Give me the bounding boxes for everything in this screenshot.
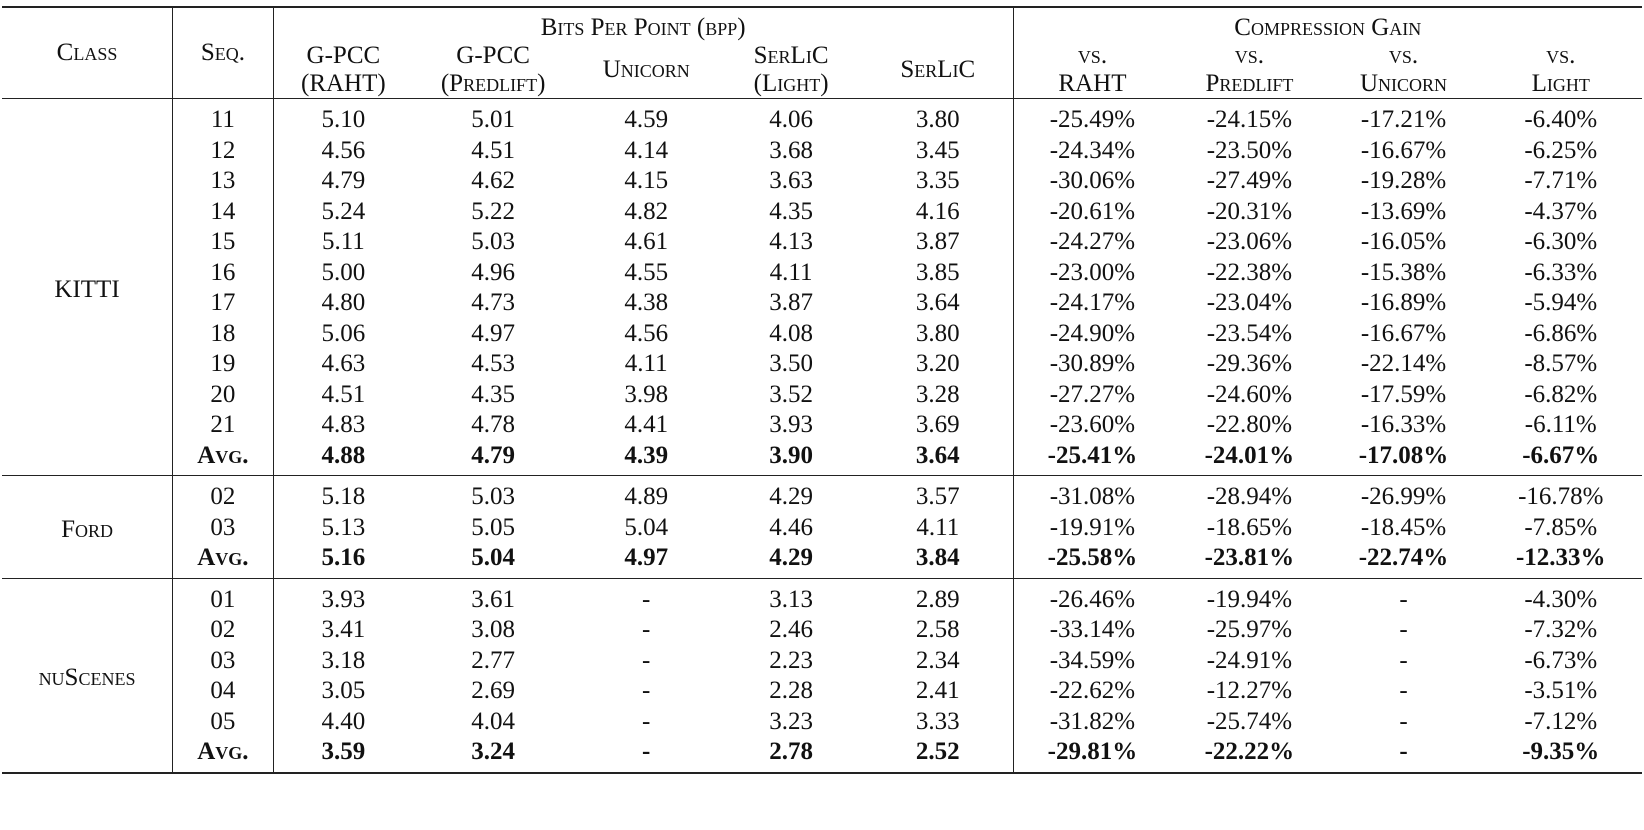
gain-cell: -9.35%	[1480, 737, 1642, 773]
table-body	[2, 99, 1642, 773]
bpp-cell: 3.93	[273, 578, 413, 615]
bpp-cell: 5.05	[471, 513, 515, 541]
table-row	[2, 646, 1642, 677]
table-row	[2, 676, 1642, 707]
bpp-cell: 4.51	[471, 136, 515, 164]
bpp-cell: 3.05	[321, 677, 366, 705]
bpp-cell: 2.69	[471, 677, 515, 705]
bpp-cell: 3.68	[769, 136, 813, 164]
bpp-cell: 3.08	[471, 616, 515, 644]
gain-cell: -18.45%	[1360, 513, 1447, 541]
gain-cell: -	[1399, 646, 1408, 674]
bpp-cell: 3.93	[769, 411, 813, 439]
gain-cell: -23.04%	[1206, 289, 1293, 317]
gain-cell: -13.69%	[1360, 197, 1447, 225]
bpp-cell: -	[642, 646, 651, 674]
table-row	[2, 707, 1642, 738]
bpp-cell: 4.62	[471, 167, 515, 195]
seq-cell: 03	[173, 646, 274, 677]
bpp-cell: 4.41	[624, 411, 669, 439]
bpp-cell: 3.57	[863, 476, 1013, 513]
bpp-cell: 4.53	[471, 350, 515, 378]
gain-cell: -24.15%	[1171, 99, 1327, 136]
bpp-cell: 3.98	[624, 380, 669, 408]
bpp-cell: 5.18	[273, 476, 413, 513]
gain-cell: -25.58%	[1047, 544, 1138, 572]
seq-cell: Avg.	[173, 441, 274, 476]
bpp-cell: 4.59	[573, 99, 719, 136]
seq-cell: 20	[173, 380, 274, 411]
table-row-average	[2, 543, 1642, 578]
table-row	[2, 258, 1642, 289]
bpp-cell: 2.89	[863, 578, 1013, 615]
gain-cell: -6.25%	[1524, 136, 1598, 164]
seq-cell: 19	[173, 349, 274, 380]
header-gain-col: vs. RAHT	[1058, 42, 1127, 97]
bpp-cell: 3.80	[863, 319, 1013, 350]
bpp-cell: 2.34	[863, 646, 1013, 677]
seq-cell: 21	[173, 410, 274, 441]
bpp-cell: 3.84	[863, 543, 1013, 578]
bpp-cell: 4.46	[769, 513, 813, 541]
bpp-cell: 5.22	[471, 197, 515, 225]
results-table	[2, 6, 1642, 774]
gain-cell: -22.62%	[1049, 677, 1136, 705]
seq-cell: 12	[173, 136, 274, 167]
bpp-cell: 5.24	[321, 197, 366, 225]
gain-cell: -24.60%	[1206, 380, 1293, 408]
gain-cell: -33.14%	[1049, 616, 1136, 644]
bpp-cell: 5.06	[321, 319, 366, 347]
bpp-cell: 3.90	[769, 441, 813, 469]
gain-cell: -24.01%	[1204, 441, 1295, 469]
gain-cell: -19.28%	[1360, 167, 1447, 195]
gain-cell: -23.54%	[1206, 319, 1293, 347]
bpp-cell: 4.63	[321, 350, 366, 378]
bpp-cell: 3.35	[863, 166, 1013, 197]
table-row-average	[2, 737, 1642, 773]
bpp-cell: 4.15	[624, 167, 669, 195]
bpp-cell: 5.13	[321, 513, 366, 541]
table-row	[2, 578, 1642, 615]
table-row	[2, 476, 1642, 513]
bpp-cell: -	[573, 578, 719, 615]
bpp-cell: 3.52	[769, 380, 813, 408]
bpp-cell: 2.77	[471, 646, 515, 674]
bpp-cell: 5.00	[321, 258, 366, 286]
gain-cell: -34.59%	[1049, 646, 1136, 674]
header-bpp-col: SerLiC (Light)	[753, 42, 829, 97]
table-row	[2, 410, 1642, 441]
gain-cell: -27.27%	[1049, 380, 1136, 408]
gain-cell: -24.34%	[1049, 136, 1136, 164]
bpp-cell: 3.41	[321, 616, 366, 644]
bpp-cell: 3.28	[863, 380, 1013, 411]
gain-cell: -30.06%	[1049, 167, 1136, 195]
bpp-cell: 3.23	[769, 707, 813, 735]
gain-cell: -12.27%	[1206, 677, 1293, 705]
seq-cell: Avg.	[173, 737, 274, 773]
bpp-cell: 3.87	[769, 289, 813, 317]
table-row	[2, 136, 1642, 167]
bpp-cell: 3.33	[863, 707, 1013, 738]
gain-cell: -7.85%	[1524, 513, 1598, 541]
bpp-cell: 4.61	[624, 228, 669, 256]
gain-cell: -22.14%	[1360, 350, 1447, 378]
bpp-cell: 2.58	[863, 615, 1013, 646]
table-header	[2, 7, 1642, 99]
table-row	[2, 615, 1642, 646]
gain-cell: -23.06%	[1206, 228, 1293, 256]
gain-cell: -22.38%	[1206, 258, 1293, 286]
gain-cell: -17.59%	[1360, 380, 1447, 408]
header-gain-group: Compression Gain	[1013, 7, 1642, 42]
bpp-cell: 4.39	[624, 441, 669, 469]
gain-cell: -24.90%	[1049, 319, 1136, 347]
table-row	[2, 99, 1642, 136]
bpp-cell: 3.61	[413, 578, 573, 615]
gain-cell: -15.38%	[1360, 258, 1447, 286]
gain-cell: -22.80%	[1206, 411, 1293, 439]
bpp-cell: 4.55	[624, 258, 669, 286]
bpp-cell: 2.23	[769, 646, 813, 674]
bpp-cell: 4.79	[321, 167, 366, 195]
gain-cell: -28.94%	[1171, 476, 1327, 513]
bpp-cell: 3.80	[863, 99, 1013, 136]
bpp-cell: 3.45	[863, 136, 1013, 167]
bpp-cell: 3.24	[413, 737, 573, 773]
bpp-cell: 4.11	[769, 258, 813, 286]
table-row	[2, 513, 1642, 544]
gain-cell: -20.61%	[1049, 197, 1136, 225]
bpp-cell: 2.78	[719, 737, 863, 773]
header-gain-col: vs. Light	[1531, 42, 1590, 97]
gain-cell: -25.49%	[1013, 99, 1171, 136]
gain-cell: -25.97%	[1206, 616, 1293, 644]
bpp-cell: 5.03	[413, 476, 573, 513]
seq-cell: 14	[173, 197, 274, 228]
bpp-cell: 2.52	[863, 737, 1013, 773]
bpp-cell: 4.29	[719, 476, 863, 513]
gain-cell: -22.22%	[1171, 737, 1327, 773]
gain-cell: -16.67%	[1360, 136, 1447, 164]
bpp-cell: 4.40	[321, 707, 366, 735]
header-gain-col: vs. Predlift	[1205, 42, 1294, 97]
table-row-average	[2, 441, 1642, 476]
gain-cell: -6.86%	[1524, 319, 1598, 347]
class-label: KITTI	[2, 99, 173, 476]
bpp-cell: 5.16	[321, 544, 366, 572]
bpp-cell: 4.89	[573, 476, 719, 513]
bpp-cell: 5.03	[471, 228, 515, 256]
bpp-cell: -	[642, 616, 651, 644]
gain-cell: -17.08%	[1358, 441, 1449, 469]
seq-cell: 03	[173, 513, 274, 544]
bpp-cell: 4.38	[624, 289, 669, 317]
gain-cell: -4.37%	[1524, 197, 1598, 225]
seq-cell: 01	[173, 578, 274, 615]
gain-cell: -6.30%	[1524, 228, 1598, 256]
seq-cell: 15	[173, 227, 274, 258]
bpp-cell: 2.46	[769, 616, 813, 644]
gain-cell: -23.50%	[1206, 136, 1293, 164]
bpp-cell: 3.69	[863, 410, 1013, 441]
bpp-cell: 4.14	[624, 136, 669, 164]
bpp-cell: 4.82	[624, 197, 669, 225]
gain-cell: -17.21%	[1327, 99, 1479, 136]
gain-cell: -6.40%	[1480, 99, 1642, 136]
gain-cell: -16.89%	[1360, 289, 1447, 317]
gain-cell: -22.74%	[1358, 544, 1449, 572]
gain-cell: -7.12%	[1524, 707, 1598, 735]
bpp-cell: 4.56	[321, 136, 366, 164]
bpp-cell: 4.08	[769, 319, 813, 347]
bpp-cell: 4.11	[624, 350, 668, 378]
gain-cell: -6.67%	[1522, 441, 1600, 469]
bpp-cell: 5.04	[624, 513, 669, 541]
gain-cell: -	[1327, 578, 1479, 615]
table-row	[2, 227, 1642, 258]
bpp-cell: 3.64	[863, 288, 1013, 319]
bpp-cell: 4.79	[471, 441, 515, 469]
gain-cell: -27.49%	[1206, 167, 1293, 195]
bpp-cell: 4.73	[471, 289, 515, 317]
gain-cell: -6.82%	[1524, 380, 1598, 408]
seq-cell: 02	[173, 476, 274, 513]
bpp-cell: 2.41	[863, 676, 1013, 707]
header-bpp-col: G-PCC (Predlift)	[440, 42, 546, 97]
gain-cell: -3.51%	[1524, 677, 1598, 705]
bpp-cell: 4.88	[321, 441, 366, 469]
bpp-cell: 3.87	[863, 227, 1013, 258]
header-bpp-col: SerLiC	[863, 42, 1013, 99]
gain-cell: -23.00%	[1049, 258, 1136, 286]
bpp-cell: 5.04	[471, 544, 515, 572]
seq-cell: 11	[173, 99, 274, 136]
gain-cell: -19.91%	[1049, 513, 1136, 541]
gain-cell: -	[1399, 707, 1408, 735]
bpp-cell: 3.63	[769, 167, 813, 195]
gain-cell: -19.94%	[1171, 578, 1327, 615]
bpp-cell: 3.13	[719, 578, 863, 615]
gain-cell: -25.74%	[1206, 707, 1293, 735]
bpp-cell: 4.29	[769, 544, 813, 572]
header-bpp-col: Unicorn	[602, 56, 690, 83]
seq-cell: 04	[173, 676, 274, 707]
bpp-cell: 3.64	[863, 441, 1013, 476]
bpp-cell: -	[642, 707, 651, 735]
gain-cell: -20.31%	[1206, 197, 1293, 225]
bpp-cell: -	[642, 677, 651, 705]
bpp-cell: 4.56	[624, 319, 669, 347]
gain-cell: -23.81%	[1204, 544, 1295, 572]
gain-cell: -31.82%	[1049, 707, 1136, 735]
bpp-cell: 4.11	[863, 513, 1013, 544]
header-seq: Seq.	[173, 7, 274, 99]
header-bpp-col: G-PCC (RAHT)	[301, 42, 386, 97]
seq-cell: 16	[173, 258, 274, 289]
gain-cell: -24.17%	[1049, 289, 1136, 317]
gain-cell: -25.41%	[1047, 441, 1138, 469]
seq-cell: 17	[173, 288, 274, 319]
header-gain-col: vs. Unicorn	[1359, 42, 1448, 97]
bpp-cell: 3.50	[769, 350, 813, 378]
bpp-cell: 3.85	[863, 258, 1013, 289]
seq-cell: 05	[173, 707, 274, 738]
gain-cell: -16.33%	[1360, 411, 1447, 439]
gain-cell: -6.11%	[1524, 411, 1597, 439]
bpp-cell: 4.04	[471, 707, 515, 735]
gain-cell: -5.94%	[1524, 289, 1598, 317]
bpp-cell: 3.20	[863, 349, 1013, 380]
gain-cell: -6.33%	[1524, 258, 1598, 286]
table-row	[2, 380, 1642, 411]
gain-cell: -4.30%	[1480, 578, 1642, 615]
gain-cell: -8.57%	[1524, 350, 1598, 378]
bpp-cell: 4.96	[471, 258, 515, 286]
bpp-cell: 3.59	[273, 737, 413, 773]
table-row	[2, 197, 1642, 228]
bpp-cell: 5.10	[273, 99, 413, 136]
gain-cell: -29.36%	[1206, 350, 1293, 378]
seq-cell: 02	[173, 615, 274, 646]
table-row	[2, 319, 1642, 350]
gain-cell: -31.08%	[1013, 476, 1171, 513]
gain-cell: -23.60%	[1049, 411, 1136, 439]
bpp-cell: 4.83	[321, 411, 366, 439]
gain-cell: -26.46%	[1013, 578, 1171, 615]
gain-cell: -12.33%	[1515, 544, 1606, 572]
bpp-cell: 4.35	[769, 197, 813, 225]
bpp-cell: 4.80	[321, 289, 366, 317]
gain-cell: -18.65%	[1206, 513, 1293, 541]
gain-cell: -29.81%	[1013, 737, 1171, 773]
gain-cell: -26.99%	[1327, 476, 1479, 513]
gain-cell: -24.27%	[1049, 228, 1136, 256]
bpp-cell: 5.01	[413, 99, 573, 136]
bpp-cell: 4.13	[769, 228, 813, 256]
gain-cell: -	[1399, 616, 1408, 644]
bpp-cell: 3.18	[321, 646, 366, 674]
gain-cell: -6.73%	[1524, 646, 1598, 674]
header-class: Class	[2, 7, 173, 99]
gain-cell: -7.32%	[1524, 616, 1598, 644]
header-bpp-group: Bits Per Point (bpp)	[273, 7, 1013, 42]
gain-cell: -16.05%	[1360, 228, 1447, 256]
table-row	[2, 288, 1642, 319]
bpp-cell: 4.35	[471, 380, 515, 408]
table-row	[2, 166, 1642, 197]
class-label: nuScenes	[2, 578, 173, 773]
gain-cell: -	[1327, 737, 1479, 773]
bpp-cell: 4.78	[471, 411, 515, 439]
gain-cell: -24.91%	[1206, 646, 1293, 674]
seq-cell: Avg.	[173, 543, 274, 578]
bpp-cell: 4.51	[321, 380, 366, 408]
bpp-cell: 4.16	[863, 197, 1013, 228]
bpp-cell: 2.28	[769, 677, 813, 705]
bpp-cell: 4.97	[624, 544, 669, 572]
gain-cell: -7.71%	[1524, 167, 1598, 195]
seq-cell: 13	[173, 166, 274, 197]
gain-cell: -	[1399, 677, 1408, 705]
gain-cell: -30.89%	[1049, 350, 1136, 378]
gain-cell: -16.78%	[1480, 476, 1642, 513]
bpp-cell: -	[573, 737, 719, 773]
class-label: Ford	[2, 476, 173, 579]
gain-cell: -16.67%	[1360, 319, 1447, 347]
table-row	[2, 349, 1642, 380]
bpp-cell: 5.11	[321, 228, 365, 256]
seq-cell: 18	[173, 319, 274, 350]
bpp-cell: 4.97	[471, 319, 515, 347]
bpp-cell: 4.06	[719, 99, 863, 136]
